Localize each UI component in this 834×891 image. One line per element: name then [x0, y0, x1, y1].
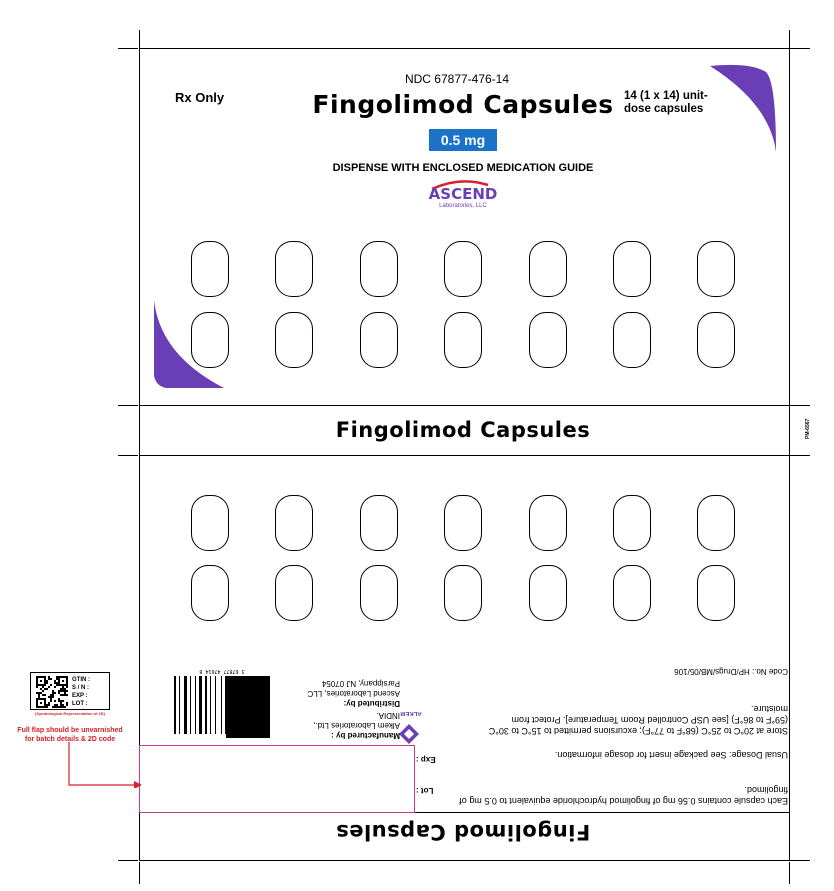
blister-pocket: [697, 495, 735, 551]
upc-barcode: [172, 672, 272, 740]
crop-mark: [790, 860, 810, 861]
dispense-note: DISPENSE WITH ENCLOSED MEDICATION GUIDE: [332, 162, 594, 174]
blister-pocket: [613, 565, 651, 621]
strength-badge: 0.5 mg: [429, 129, 497, 151]
blister-pocket: [529, 495, 567, 551]
blister-pocket: [697, 312, 735, 368]
bottom-flipped-title: Fingolimod Capsules: [335, 820, 591, 844]
blister-pocket: [360, 241, 398, 297]
lot-label: Lot :: [416, 786, 434, 795]
blister-pocket: [275, 312, 313, 368]
code-number: Code No.: HP/Drugs/MB/05/106: [674, 667, 788, 676]
blister-pocket: [613, 241, 651, 297]
barcode-bar: [195, 676, 196, 734]
barcode-bar: [174, 676, 176, 734]
blister-pocket: [613, 495, 651, 551]
blister-pocket: [275, 241, 313, 297]
flap-note: Full flap should be unvarnished for batch details & 2D code: [17, 727, 123, 743]
crop-mark: [118, 48, 138, 49]
barcode-bar: [210, 676, 211, 734]
pack-count: 14 (1 x 14) unit-dose capsules: [624, 90, 708, 115]
qr-caption: (Symbological Representation of 2D): [34, 711, 105, 716]
manufacturer-name: Alkem Laboratories Ltd., INDIA.: [313, 711, 400, 730]
blister-pocket: [191, 495, 229, 551]
barcode-block: [226, 676, 270, 738]
blister-pocket: [444, 565, 482, 621]
barcode-bar: [221, 676, 222, 734]
blister-pocket: [529, 312, 567, 368]
unvarnished-flap: [139, 745, 415, 813]
blister-pocket: [360, 495, 398, 551]
alkem-label: ALKEM: [400, 710, 422, 716]
barcode-bar: [190, 676, 191, 734]
fold-mark: [790, 455, 810, 456]
lot-field-label: LOT :: [72, 701, 88, 707]
crop-mark: [118, 860, 138, 861]
alkem-diamond-icon: [398, 723, 420, 745]
barcode-bar: [205, 676, 207, 734]
usual-dosage-text: Usual Dosage: See package insert for dosage information.: [554, 750, 788, 760]
ndc-number: NDC 67877-476-14: [404, 72, 510, 86]
blister-pocket: [529, 565, 567, 621]
flap-pointer-arrow: [64, 742, 164, 788]
manufactured-label: Manufactured by :: [331, 731, 400, 740]
blister-pocket: [275, 495, 313, 551]
exp-label: Exp :: [416, 755, 436, 764]
blister-pocket: [444, 312, 482, 368]
distributed-label: Distributed by:: [343, 699, 400, 708]
crop-mark: [139, 862, 140, 884]
gtin-label: GTIN :: [72, 677, 90, 683]
blister-pocket: [697, 565, 735, 621]
back-text-block: [418, 660, 788, 810]
fold-mark: [118, 455, 138, 456]
barcode-bar: [199, 676, 202, 734]
fold-mark: [118, 405, 138, 406]
blister-pocket: [191, 565, 229, 621]
distributor-name: Ascend Laboratories, LLC Parsippany, NJ 07054: [307, 679, 400, 698]
storage-text: Store at 20°C to 25°C (68°F to 77°F); excursions permitted to 15°C to 30°C (59°F to 86°F) [see USP Controlled Room Temperature]. Protect from moisture.: [488, 704, 788, 736]
qr-frame: [30, 672, 110, 710]
crop-mark: [790, 48, 810, 49]
each-capsule-text: Each capsule contains 0.56 mg of fingolimod hydrochloride equivalent to 0.5 mg of fingolimod.: [459, 785, 788, 806]
barcode-bar: [215, 676, 216, 734]
spine-title: Fingolimod Capsules: [335, 418, 591, 442]
crop-mark: [789, 862, 790, 884]
blister-pocket: [360, 312, 398, 368]
exp-field-label: EXP :: [72, 693, 88, 699]
barcode-bar: [184, 676, 187, 734]
blister-pocket: [360, 565, 398, 621]
crop-mark: [789, 30, 790, 48]
logo-subtext: Laboratories, LLC: [439, 203, 487, 209]
side-code: PM-6567: [805, 418, 811, 439]
blister-pocket: [529, 241, 567, 297]
blister-pocket: [191, 241, 229, 297]
barcode-bar: [179, 676, 180, 734]
rx-only: Rx Only: [175, 90, 225, 105]
blister-pocket: [613, 312, 651, 368]
fold-line: [139, 455, 790, 456]
fold-line: [139, 405, 790, 406]
ascend-logo: [420, 180, 506, 214]
alkem-logo: [398, 723, 420, 745]
blister-pocket: [275, 565, 313, 621]
logo-text: ASCEND: [428, 185, 498, 203]
maker-block: [300, 670, 400, 740]
product-title: Fingolimod Capsules: [312, 90, 614, 119]
blister-pocket: [444, 241, 482, 297]
blister-pocket: [191, 312, 229, 368]
crop-mark: [139, 30, 140, 48]
blister-pocket: [697, 241, 735, 297]
barcode-number: 3 67877 47614 8: [199, 668, 245, 674]
fold-mark: [790, 405, 810, 406]
sn-label: S / N :: [72, 685, 90, 691]
blister-pocket: [444, 495, 482, 551]
